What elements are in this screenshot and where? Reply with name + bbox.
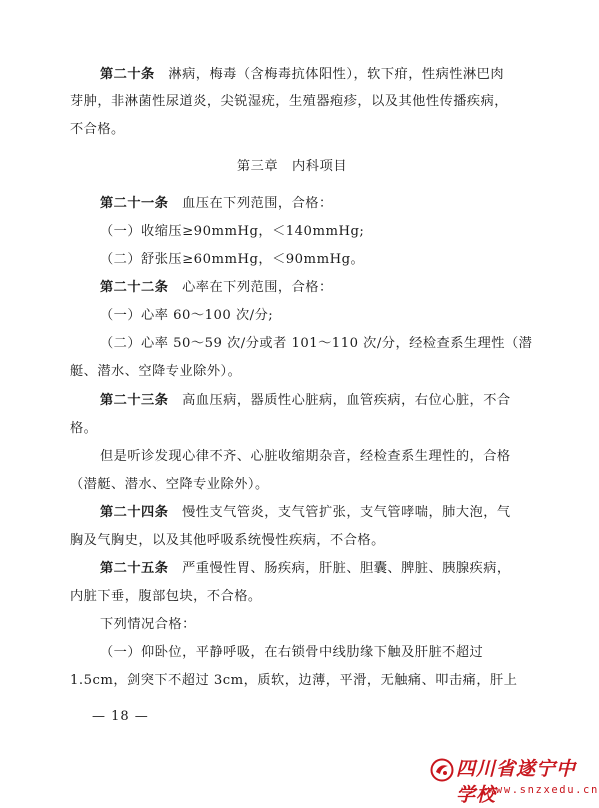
article-text: 严重慢性胃、肠疾病，肝脏、胆囊、脾脏、胰腺疾病，	[168, 561, 511, 576]
text-line	[70, 532, 520, 550]
text-line	[70, 672, 520, 690]
article-text: 芽肿，非淋菌性尿道炎，尖锐湿疣，生殖器疱疹，以及其他性传播疾病，	[70, 94, 508, 109]
text-line	[70, 420, 520, 438]
article-text: 慢性支气管炎，支气管扩张，支气管哮喘，肺大泡，气	[168, 505, 511, 520]
text-line	[100, 504, 550, 522]
article-text: （潜艇、潜水、空降专业除外）。	[70, 477, 269, 492]
watermark-url: www.snzxedu.cn	[488, 784, 599, 796]
text-line	[100, 279, 550, 297]
article-text: 胸及气胸史，以及其他呼吸系统慢性疾病，不合格。	[70, 533, 385, 548]
article-text: （一）仰卧位，平静呼吸，在右锁骨中线肋缘下触及肝脏不超过	[100, 645, 484, 660]
watermark	[430, 756, 599, 806]
text-line	[100, 560, 550, 578]
article-text: 内脏下垂，腹部包块，不合格。	[70, 589, 262, 604]
article-label: 第二十四条	[100, 505, 169, 520]
text-line	[100, 251, 550, 269]
text-line	[100, 223, 550, 241]
article-text: 血压在下列范围，合格：	[168, 196, 333, 211]
article-text: 但是听诊发现心律不齐、心脏收缩期杂音，经检查系生理性的，合格	[100, 449, 511, 464]
article-text: 格。	[70, 421, 98, 436]
text-line	[70, 93, 520, 111]
article-label: 第二十三条	[100, 393, 169, 408]
article-text: 1.5cm，剑突下不超过 3cm，质软，边薄，平滑，无触痛、叩击痛，肝上	[70, 673, 518, 688]
article-text: 艇、潜水、空降专业除外）。	[70, 364, 242, 379]
text-line	[100, 644, 550, 662]
text-line	[100, 66, 550, 84]
article-label: 第二十一条	[100, 196, 169, 211]
article-text: 下列情况合格：	[100, 617, 196, 632]
text-line	[70, 121, 520, 139]
text-line	[70, 588, 520, 606]
article-label: 第二十二条	[100, 280, 169, 295]
article-text: （二）舒张压≥60mmHg，＜90mmHg。	[100, 252, 365, 267]
text-line	[100, 335, 550, 353]
page-number: — 18 —	[92, 709, 149, 724]
article-text: （一）心率 60～100 次/分;	[100, 308, 274, 323]
article-text: （二）心率 50～59 次/分或者 101～110 次/分，经检查系生理性（潜	[100, 336, 533, 351]
text-line	[100, 195, 550, 213]
text-line	[100, 616, 550, 634]
text-line	[70, 363, 520, 381]
article-text: 心率在下列范围，合格：	[168, 280, 333, 295]
text-line	[100, 392, 550, 410]
text-line	[100, 307, 550, 325]
text-line	[70, 476, 520, 494]
article-text: 不合格。	[70, 122, 125, 137]
school-logo-icon	[430, 758, 454, 782]
article-text: 高血压病，器质性心脏病，血管疾病，右位心脏，不合	[168, 393, 511, 408]
article-label: 第二十五条	[100, 561, 169, 576]
article-label: 第二十条	[100, 67, 155, 82]
article-text: 淋病，梅毒（含梅毒抗体阳性），软下疳，性病性淋巴肉	[154, 67, 505, 82]
chapter-title: 第三章 内科项目	[236, 159, 348, 174]
watermark-site-name: 四川省遂宁中学校	[456, 758, 577, 806]
article-text: （一）收缩压≥90mmHg，＜140mmHg;	[100, 224, 365, 239]
text-line	[100, 448, 550, 466]
